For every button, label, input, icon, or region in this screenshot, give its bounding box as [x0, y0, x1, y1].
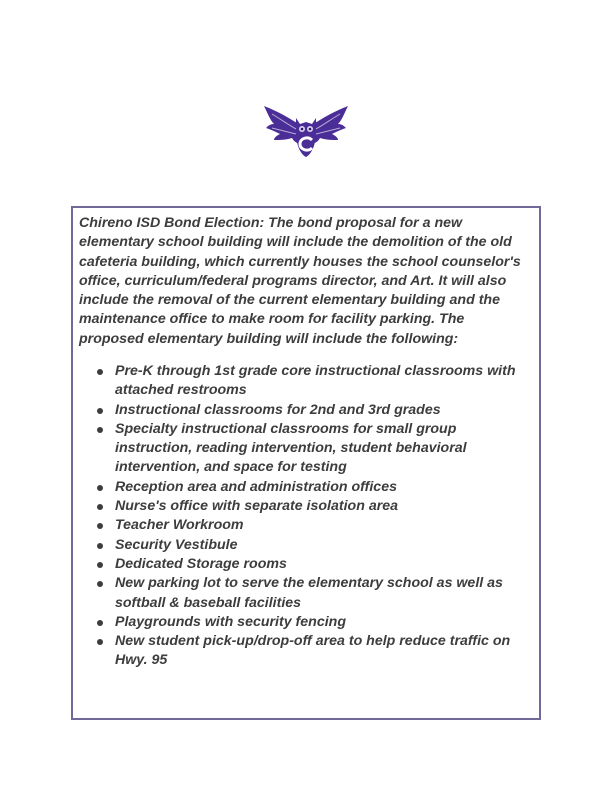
list-item: New student pick-up/drop-off area to help reduce traffic on Hwy. 95: [73, 632, 539, 671]
bullet-icon: [97, 408, 103, 414]
bullet-icon: [97, 427, 103, 433]
owl-mascot-logo: [262, 104, 350, 158]
list-item: Playgrounds with security fencing: [73, 613, 539, 632]
bullet-icon: [97, 369, 103, 375]
list-item: Nurse's office with separate isolation area: [73, 497, 539, 516]
list-item: Pre-K through 1st grade core instructional classrooms with attached restrooms: [73, 362, 539, 401]
bullet-icon: [97, 504, 103, 510]
bond-info-box: [71, 206, 541, 720]
bond-intro-paragraph: Chireno ISD Bond Election: The bond proposal for a new elementary school building will include the demolition of the old cafeteria building, which currently houses the school counselor's office, curriculum/federal programs director, and Art. It will also include the removal of the current elementary building and the maintenance office to make room for facility parking. The proposed elementary building will include the following:: [79, 215, 521, 347]
owl-mascot-icon: [262, 104, 350, 158]
list-item: Dedicated Storage rooms: [73, 555, 539, 574]
building-features-list: [73, 362, 539, 671]
list-item: Reception area and administration offices: [73, 478, 539, 497]
bullet-icon: [97, 562, 103, 568]
bullet-icon: [97, 485, 103, 491]
list-item: Teacher Workroom: [73, 516, 539, 535]
list-item: Security Vestibule: [73, 536, 539, 555]
list-item: New parking lot to serve the elementary school as well as softball & baseball facilities: [73, 574, 539, 613]
bullet-icon: [97, 543, 103, 549]
list-item: Instructional classrooms for 2nd and 3rd grades: [73, 401, 539, 420]
bullet-icon: [97, 523, 103, 529]
bullet-icon: [97, 639, 103, 645]
bullet-icon: [97, 620, 103, 626]
bullet-icon: [97, 581, 103, 587]
list-item: Specialty instructional classrooms for small group instruction, reading intervention, student behavioral intervention, and space for testing: [73, 420, 539, 478]
